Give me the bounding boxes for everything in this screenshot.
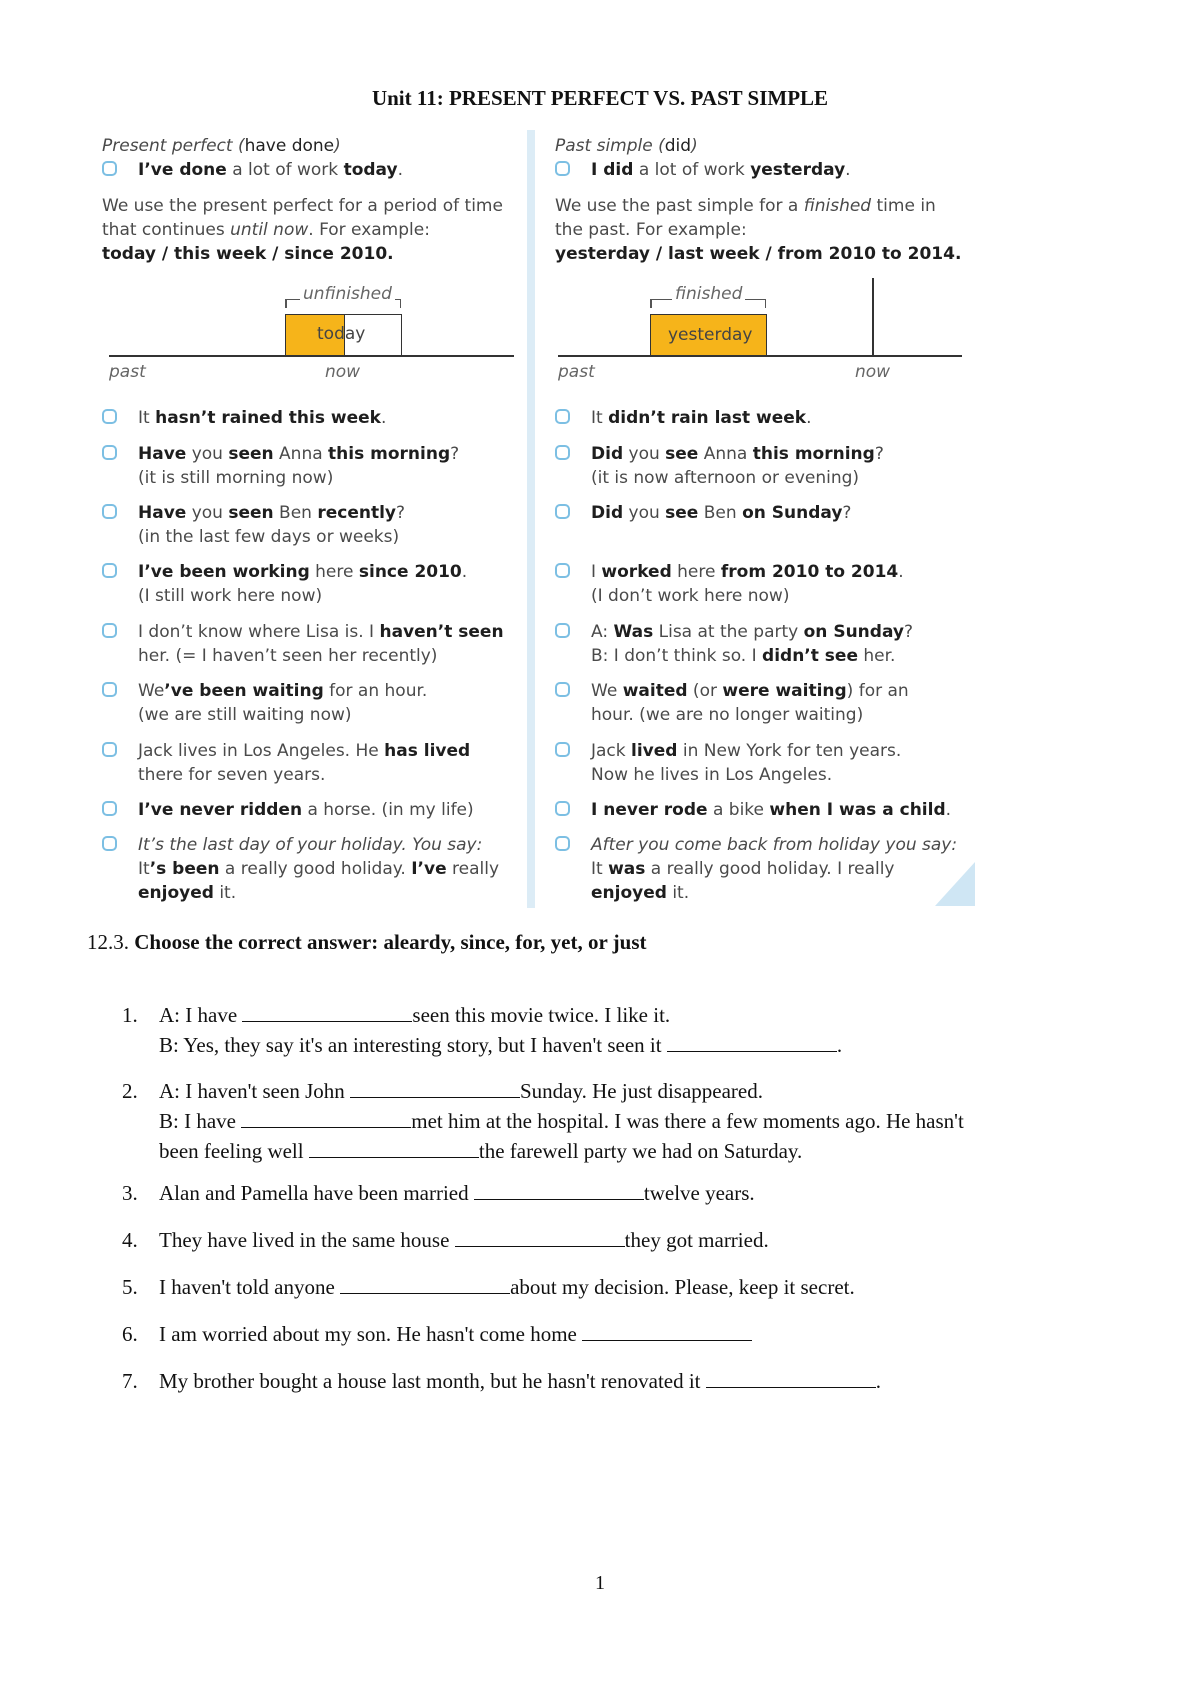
text-phrase: it. <box>213 883 237 903</box>
example-line <box>533 798 951 822</box>
example-line <box>533 703 863 727</box>
example-line <box>533 739 901 763</box>
bold-phrase: didn’t see <box>762 646 858 666</box>
example-line <box>80 525 399 549</box>
text-phrase: Lisa at the party <box>653 622 804 642</box>
bold-phrase: Have <box>138 503 187 523</box>
text-phrase: . <box>898 562 904 582</box>
left-example: I’ve done a lot of work today. <box>80 158 403 182</box>
text-phrase: B: I don’t think so. I <box>591 646 763 666</box>
text-phrase: ? <box>874 444 884 464</box>
right-example: I did a lot of work yesterday. <box>533 158 851 182</box>
bullet-icon <box>555 504 570 519</box>
example-line <box>80 501 405 525</box>
bullet-icon <box>555 836 570 851</box>
text-phrase: in New York for ten years. <box>677 741 902 761</box>
text-phrase: (it is still morning now) <box>138 468 334 488</box>
text-phrase: Anna <box>273 444 329 464</box>
bold-phrase: ’s been <box>149 859 220 879</box>
question-text: Alan and Pamella have been married <box>159 1181 474 1205</box>
answer-blank[interactable] <box>582 1320 752 1341</box>
finished-label: finished <box>672 284 745 304</box>
bullet-icon <box>555 682 570 697</box>
example-line <box>533 466 859 490</box>
bold-phrase: enjoyed <box>591 883 667 903</box>
question-text: about my decision. Please, keep it secret. <box>510 1275 855 1299</box>
answer-blank[interactable] <box>706 1367 876 1388</box>
example-line <box>533 833 957 857</box>
example-line <box>80 857 499 881</box>
text-phrase: (I still work here now) <box>138 586 323 606</box>
example-line <box>533 679 909 703</box>
question-number: 3. <box>122 1181 138 1205</box>
text-phrase: Now he lives in Los Angeles. <box>591 765 833 785</box>
bold-phrase: haven’t seen <box>379 622 504 642</box>
text-phrase: a really good holiday. I really <box>645 859 895 879</box>
question-text: . <box>875 1369 882 1393</box>
text-phrase: ? <box>903 622 914 642</box>
question-text: They have lived in the same house <box>159 1228 455 1252</box>
text-phrase: it. <box>666 883 690 903</box>
question-text: . <box>836 1033 843 1057</box>
answer-blank[interactable] <box>350 1077 520 1098</box>
left-examples-list: today / this week / since 2010. <box>102 244 394 264</box>
question-text: My brother bought a house last month, but he hasn't renovated it <box>159 1369 706 1393</box>
text-phrase: ? <box>450 444 460 464</box>
text-phrase: It <box>591 859 609 879</box>
question-number: 2. <box>122 1079 138 1103</box>
bold-phrase: see <box>665 444 699 464</box>
bold-phrase: hasn’t rained this week <box>155 408 381 428</box>
text-phrase: her. <box>857 646 896 666</box>
bullet-icon <box>555 623 570 638</box>
example-line <box>533 584 789 608</box>
bold-phrase: didn’t rain last week <box>608 408 807 428</box>
bullet-icon <box>555 409 570 424</box>
bold-phrase: waited <box>622 681 688 701</box>
question-text: twelve years. <box>643 1181 755 1205</box>
bold-phrase: worked <box>601 562 672 582</box>
answer-blank[interactable] <box>455 1226 625 1247</box>
bold-phrase: I’ve been working <box>138 562 310 582</box>
example-line <box>533 501 851 525</box>
bullet-icon <box>102 563 117 578</box>
left-past-label: past <box>109 362 146 382</box>
bold-phrase: Did <box>591 444 624 464</box>
text-phrase: Anna <box>698 444 753 464</box>
bold-phrase: lived <box>631 741 678 761</box>
question-line <box>159 1030 842 1060</box>
bold-phrase: Have <box>138 444 187 464</box>
question-line <box>159 1319 752 1349</box>
bullet-icon <box>102 682 117 697</box>
right-now-label: now <box>855 362 891 382</box>
bold-phrase: were waiting <box>722 681 847 701</box>
right-past-label: past <box>558 362 595 382</box>
left-heading: Present perfect (have done) <box>102 136 341 156</box>
question-line <box>159 1136 802 1166</box>
left-explanation-1: We use the present perfect for a period of time <box>102 196 503 216</box>
example-line <box>533 560 904 584</box>
today-label: today <box>317 324 366 344</box>
example-line <box>533 644 895 668</box>
bold-phrase: seen <box>228 503 274 523</box>
text-phrase: (I don’t work here now) <box>591 586 790 606</box>
yesterday-label: yesterday <box>668 325 753 345</box>
text-phrase: We <box>591 681 623 701</box>
example-line <box>533 763 832 787</box>
question-number: 6. <box>122 1322 138 1346</box>
question-number: 4. <box>122 1228 138 1252</box>
text-phrase: you <box>186 444 229 464</box>
page-number: 1 <box>595 1572 605 1594</box>
text-phrase: there for seven years. <box>138 765 326 785</box>
text-phrase: It <box>591 408 609 428</box>
bullet-icon <box>102 801 117 816</box>
bold-phrase: I’ve <box>411 859 447 879</box>
bold-phrase: has lived <box>384 741 471 761</box>
left-explanation-2: that continues until now. For example: <box>102 220 430 240</box>
text-phrase: . <box>380 408 387 428</box>
text-phrase: It <box>138 408 156 428</box>
right-timeline-axis <box>558 355 962 357</box>
left-now-label: now <box>325 362 361 382</box>
bold-phrase: was <box>608 859 646 879</box>
answer-blank[interactable] <box>340 1273 510 1294</box>
example-line <box>533 620 913 644</box>
example-line <box>80 442 459 466</box>
example-line <box>533 857 895 881</box>
bold-phrase: on Sunday <box>742 503 843 523</box>
bullet-icon <box>555 742 570 757</box>
right-examples-list: yesterday / last week / from 2010 to 2014. <box>555 244 962 264</box>
bold-phrase: recently <box>317 503 397 523</box>
example-line <box>80 739 470 763</box>
bold-phrase: since 2010 <box>358 562 462 582</box>
bullet-icon <box>555 445 570 460</box>
text-phrase: ? <box>842 503 852 523</box>
example-line <box>80 881 236 905</box>
answer-blank[interactable] <box>241 1107 411 1128</box>
text-phrase: It <box>138 859 150 879</box>
text-phrase: really <box>446 859 500 879</box>
question-text: I haven't told anyone <box>159 1275 341 1299</box>
bullet-icon <box>102 504 117 519</box>
text-phrase: I <box>591 562 602 582</box>
text-phrase: a bike <box>707 800 770 820</box>
text-phrase: for an hour. <box>323 681 428 701</box>
question-text: been feeling well <box>159 1139 309 1163</box>
text-phrase: hour. (we are no longer waiting) <box>591 705 864 725</box>
example-line <box>80 406 386 430</box>
bullet-icon <box>102 742 117 757</box>
bold-phrase: Did <box>591 503 624 523</box>
example-line <box>533 442 884 466</box>
text-phrase: ? <box>396 503 406 523</box>
text-phrase: . <box>945 800 952 820</box>
question-number: 7. <box>122 1369 138 1393</box>
text-phrase: here <box>309 562 359 582</box>
question-line <box>159 1106 964 1136</box>
text-phrase: After you come back from holiday you say: <box>591 835 958 855</box>
example-line <box>80 679 427 703</box>
text-phrase: Jack lives in Los Angeles. He <box>138 741 385 761</box>
question-text: B: Yes, they say it's an interesting story, but I haven't seen it <box>159 1033 667 1057</box>
text-phrase: I don’t know where Lisa is. I <box>138 622 380 642</box>
question-text: they got married. <box>624 1228 769 1252</box>
example-line <box>80 798 474 822</box>
text-phrase: you <box>623 503 666 523</box>
bold-phrase: this morning <box>752 444 875 464</box>
example-line <box>80 703 352 727</box>
text-phrase: . <box>806 408 812 428</box>
bullet-icon <box>555 801 570 816</box>
question-number: 1. <box>122 1003 138 1027</box>
bold-phrase: I’ve never ridden <box>138 800 303 820</box>
bullet-icon <box>102 445 117 460</box>
text-phrase: Ben <box>273 503 318 523</box>
bold-phrase: on Sunday <box>803 622 904 642</box>
question-text: I am worried about my son. He hasn't come home <box>159 1322 583 1346</box>
left-timeline-axis <box>109 355 514 357</box>
question-text: B: I have <box>159 1109 242 1133</box>
text-phrase: Jack <box>591 741 632 761</box>
bullet-icon <box>102 623 117 638</box>
answer-blank[interactable] <box>474 1179 644 1200</box>
example-line <box>80 763 325 787</box>
bullet-icon <box>102 161 117 176</box>
text-phrase: (it is now afternoon or evening) <box>591 468 860 488</box>
page-title: Unit 11: PRESENT PERFECT VS. PAST SIMPLE <box>371 86 829 110</box>
text-phrase: (or <box>687 681 723 701</box>
text-phrase: (we are still waiting now) <box>138 705 352 725</box>
unfinished-label: unfinished <box>300 284 395 304</box>
bold-phrase: Was <box>613 622 654 642</box>
question-line <box>159 1178 755 1208</box>
question-line <box>159 1366 881 1396</box>
bullet-icon <box>555 161 570 176</box>
bold-phrase: ’ve been waiting <box>164 681 324 701</box>
example-line <box>80 620 504 644</box>
right-explanation-1: We use the past simple for a finished time in <box>555 196 936 216</box>
text-phrase: We <box>138 681 165 701</box>
example-line <box>80 560 467 584</box>
text-phrase: It’s the last day of your holiday. You say: <box>138 835 483 855</box>
question-line <box>159 1076 763 1106</box>
text-phrase: ) for an <box>846 681 909 701</box>
text-phrase: a really good holiday. <box>219 859 412 879</box>
text-phrase: Ben <box>698 503 743 523</box>
question-text: Sunday. He just disappeared. <box>520 1079 763 1103</box>
text-phrase: a horse. (in my life) <box>302 800 474 820</box>
right-heading: Past simple (did) <box>555 136 698 156</box>
right-explanation-2: the past. For example: <box>555 220 747 240</box>
bold-phrase: enjoyed <box>138 883 214 903</box>
question-text: A: I have <box>159 1003 243 1027</box>
now-marker-line <box>872 278 874 356</box>
answer-blank[interactable] <box>309 1137 479 1158</box>
bold-phrase: from 2010 to 2014 <box>720 562 899 582</box>
bullet-icon <box>555 563 570 578</box>
example-line <box>533 881 689 905</box>
question-text: seen this movie twice. I like it. <box>412 1003 671 1027</box>
question-line <box>159 1000 670 1030</box>
text-phrase: A: <box>591 622 614 642</box>
text-phrase: here <box>671 562 721 582</box>
example-line <box>80 584 322 608</box>
question-line <box>159 1225 769 1255</box>
corner-decoration <box>935 862 975 906</box>
question-line <box>159 1272 855 1302</box>
answer-blank[interactable] <box>242 1001 412 1022</box>
bold-phrase: this morning <box>328 444 451 464</box>
question-text: met him at the hospital. I was there a few moments ago. He hasn't <box>411 1109 964 1133</box>
bullet-icon <box>102 836 117 851</box>
question-text: the farewell party we had on Saturday. <box>478 1139 803 1163</box>
text-phrase: her. (= I haven’t seen her recently) <box>138 646 438 666</box>
bold-phrase: see <box>665 503 699 523</box>
text-phrase: you <box>186 503 229 523</box>
text-phrase: (in the last few days or weeks) <box>138 527 400 547</box>
text-phrase: you <box>623 444 666 464</box>
question-number: 5. <box>122 1275 138 1299</box>
bold-phrase: seen <box>228 444 274 464</box>
question-text: A: I haven't seen John <box>159 1079 350 1103</box>
bold-phrase: I never rode <box>591 800 708 820</box>
answer-blank[interactable] <box>667 1031 837 1052</box>
example-line <box>80 833 482 857</box>
bullet-icon <box>102 409 117 424</box>
example-line <box>80 644 437 668</box>
example-line <box>533 406 812 430</box>
bold-phrase: when I was a child <box>769 800 946 820</box>
example-line <box>80 466 333 490</box>
text-phrase: . <box>461 562 468 582</box>
exercise-heading: 12.3. Choose the correct answer: aleardy, since, for, yet, or just <box>87 930 647 954</box>
